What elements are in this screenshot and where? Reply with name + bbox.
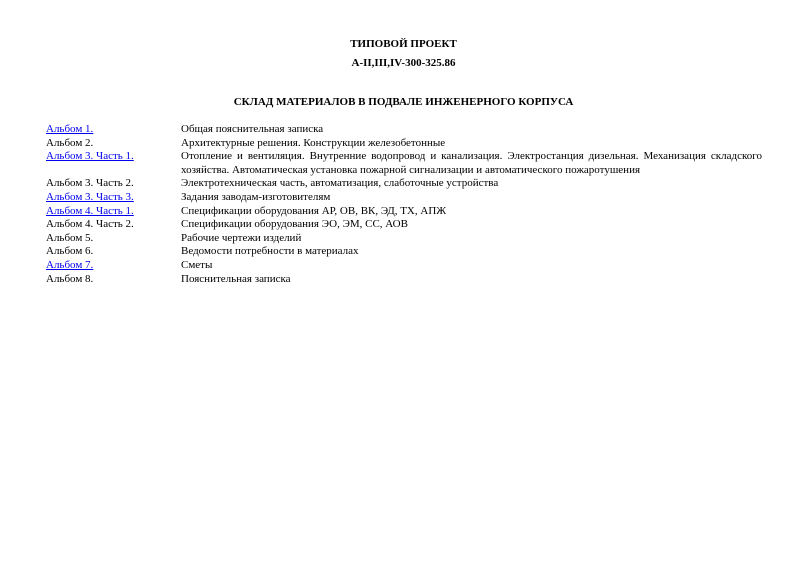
album-description: Пояснительная записка (181, 272, 291, 285)
doc-title-name: СКЛАД МАТЕРИАЛОВ В ПОДВАЛЕ ИНЖЕНЕРНОГО КОРПУСА (233, 96, 574, 108)
album-row (46, 273, 762, 287)
album-description: Рабочие чертежи изделий (181, 231, 302, 244)
album-row (46, 123, 762, 137)
album-row (46, 205, 762, 219)
album-link[interactable]: Альбом 3. Часть 1. (46, 150, 134, 163)
album-name-cell (46, 205, 181, 219)
doc-title-type: ТИПОВОЙ ПРОЕКТ (350, 38, 457, 50)
album-name-cell (46, 232, 181, 246)
album-name-cell (46, 259, 181, 273)
album-label: Альбом 4. Часть 2. (46, 218, 134, 231)
album-name-cell (46, 177, 181, 191)
album-row (46, 150, 762, 177)
album-description: Ведомости потребности в материалах (181, 245, 359, 258)
album-row (46, 259, 762, 273)
album-description: Сметы (181, 258, 213, 271)
album-description: Архитектурные решения. Конструкции железобетонные (181, 136, 446, 149)
album-name-cell (46, 137, 181, 151)
album-name-cell (46, 123, 181, 137)
album-description: Электротехническая часть, автоматизация, слаботочные устройства (181, 177, 499, 190)
album-label: Альбом 6. (46, 245, 94, 258)
album-description: Задания заводам-изготовителям (181, 190, 331, 203)
album-name-cell (46, 191, 181, 205)
album-label: Альбом 8. (46, 272, 94, 285)
album-description: Отопление и вентиляция. Внутренние водопровод и канализация. Электростанция дизельная. Механизация складского хозяйства. Автоматическая установка пожарной сигнализации и автоматического пожаротушения (181, 150, 762, 176)
album-label: Альбом 3. Часть 2. (46, 177, 134, 190)
album-name-cell (46, 150, 181, 164)
album-name-cell (46, 273, 181, 287)
album-description: Спецификации оборудования ЭО, ЭМ, СС, АОВ (181, 218, 408, 231)
album-link[interactable]: Альбом 1. (46, 123, 94, 135)
album-label: Альбом 5. (46, 231, 94, 244)
album-label: Альбом 2. (46, 136, 94, 149)
album-description: Общая пояснительная записка (181, 123, 324, 135)
album-row (46, 218, 762, 232)
album-link[interactable]: Альбом 7. (46, 258, 94, 271)
album-row (46, 232, 762, 246)
album-list (46, 123, 762, 286)
album-link[interactable]: Альбом 4. Часть 1. (46, 204, 134, 217)
album-row (46, 191, 762, 205)
album-name-cell (46, 218, 181, 232)
album-name-cell (46, 245, 181, 259)
album-row (46, 177, 762, 191)
album-link[interactable]: Альбом 3. Часть 3. (46, 190, 134, 203)
doc-title-code: А-II,III,IV-300-325.86 (351, 57, 456, 69)
album-row (46, 245, 762, 259)
album-row (46, 137, 762, 151)
album-description: Спецификации оборудования АР, ОВ, ВК, ЭД, ТХ, АПЖ (181, 204, 447, 217)
